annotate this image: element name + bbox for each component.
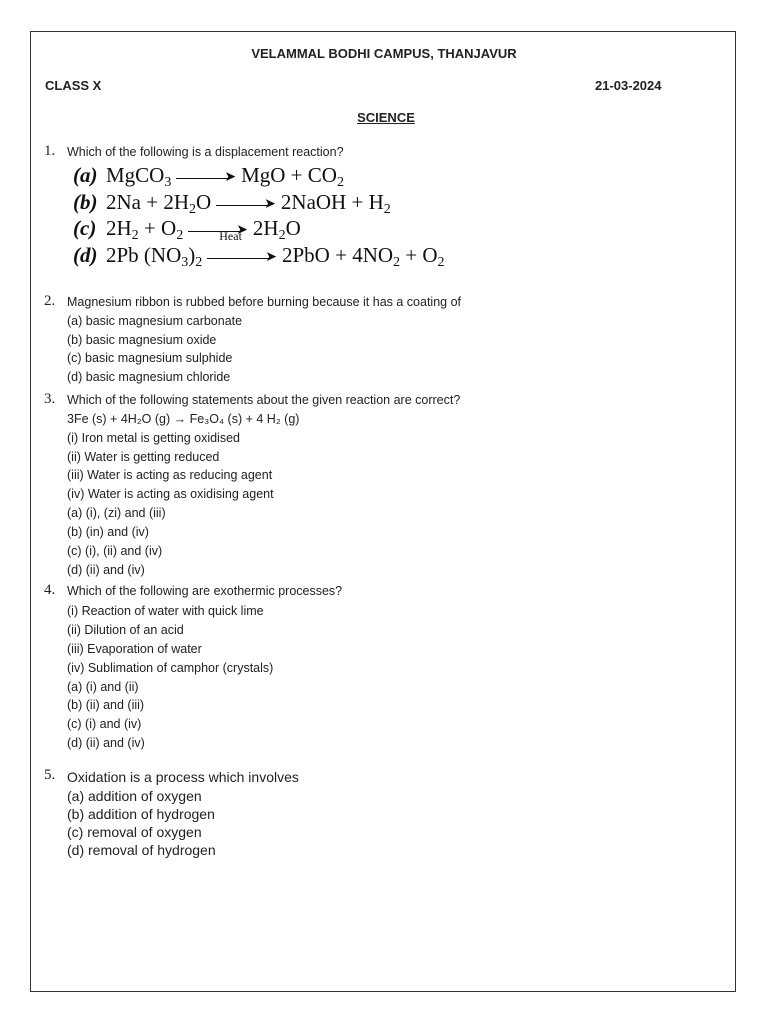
question-text: Which of the following are exothermic processes? [67,584,343,598]
option-b: (b) (in) and (iv) [67,525,149,539]
reaction-equation: 3Fe (s) + 4H₂O (g) → Fe₃O₄ (s) + 4 H₂ (g) [67,412,300,426]
equation-c: (c) $2H_2 + O_2$ ➤ $2H_2O$ [73,216,301,243]
statement-iii: (iii) Evaporation of water [67,642,202,656]
statement-ii: (ii) Dilution of an acid [67,623,184,637]
heat-arrow-icon: Heat ➤ [207,243,277,268]
arrow-icon: ➤ [188,216,248,241]
option-a: (a) basic magnesium carbonate [67,314,243,328]
question-number: 2. [44,293,56,309]
option-c: (c) removal of oxygen [67,824,202,840]
option-label: (c) [73,216,97,240]
option-d: (d) (ii) and (iv) [67,736,145,750]
option-label: (a) [73,163,98,187]
statement-iv: (iv) Sublimation of camphor (crystals) [67,661,274,675]
question-number: 4. [44,582,56,598]
option-c: (c) (i) and (iv) [67,717,142,731]
option-a: (a) addition of oxygen [67,788,202,804]
subject-title: SCIENCE [357,110,415,125]
option-b: (b) basic magnesium oxide [67,333,217,347]
option-d: (d) removal of hydrogen [67,842,216,858]
exam-date: 21-03-2024 [595,78,662,93]
school-name: VELAMMAL BODHI CAMPUS, THANJAVUR [251,46,517,61]
option-c: (c) basic magnesium sulphide [67,351,233,365]
question-number: 5. [44,767,56,783]
arrow-icon: ➤ [216,190,276,215]
option-a: (a) (i), (zi) and (iii) [67,506,166,520]
statement-i: (i) Iron metal is getting oxidised [67,431,240,445]
statement-i: (i) Reaction of water with quick lime [67,604,264,618]
question-number: 1. [44,143,56,159]
option-label: (d) [73,243,98,267]
option-a: (a) (i) and (ii) [67,680,139,694]
option-d: (d) basic magnesium chloride [67,370,231,384]
equation-b: (b) $2Na + 2H_2O$ ➤ 2NaOH + $H_2$ [73,190,391,217]
statement-iv: (iv) Water is acting as oxidising agent [67,487,274,501]
class-label: CLASS X [45,78,102,93]
question-text: Which of the following statements about the given reaction are correct? [67,393,461,407]
equation-a: (a) MgCO$_3$ ➤ MgO + $CO_2$ [73,163,344,190]
arrow-condition: Heat [219,229,242,243]
option-b: (b) addition of hydrogen [67,806,215,822]
statement-iii: (iii) Water is acting as reducing agent [67,468,273,482]
option-c: (c) (i), (ii) and (iv) [67,544,163,558]
question-text: Oxidation is a process which involves [67,769,299,785]
question-text: Magnesium ribbon is rubbed before burning because it has a coating of [67,295,462,309]
question-text: Which of the following is a displacement reaction? [67,145,344,159]
statement-ii: (ii) Water is getting reduced [67,450,220,464]
question-number: 3. [44,391,56,407]
equation-d: (d) 2Pb $(NO_3)_2$ Heat ➤ $2PbO + 4NO_2 + O_2$ [73,229,445,270]
arrow-icon: ➤ [176,163,236,188]
option-d: (d) (ii) and (iv) [67,563,145,577]
option-b: (b) (ii) and (iii) [67,698,145,712]
option-label: (b) [73,190,98,214]
